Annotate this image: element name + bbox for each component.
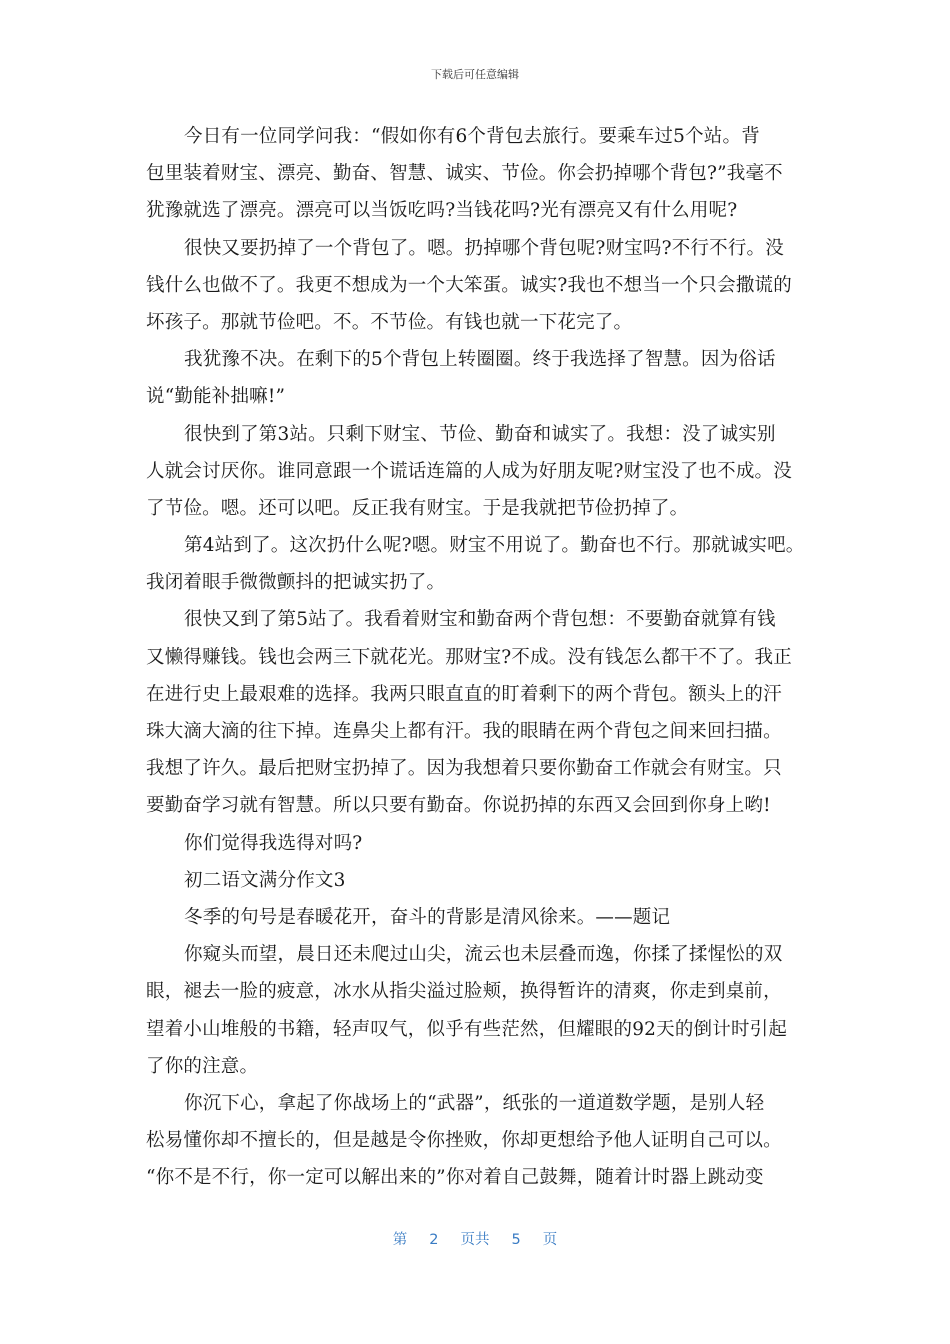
footer-middle: 页共 [460,1232,490,1248]
text-line: 你们觉得我选得对吗? [184,832,363,854]
footer-total-pages: 5 [511,1232,521,1248]
text-line: 你沉下心，拿起了你战场上的“武器”，纸张的一道道数学题，是别人轻 [184,1092,765,1114]
footer-suffix: 页 [542,1232,558,1248]
text-line: 初二语文满分作文3 [184,869,346,891]
text-line: 我闭着眼手微微颤抖的把诚实扔了。 [146,572,446,594]
text-line: 坏孩子。那就节俭吧。不。不节俭。有钱也就一下花完了。 [146,311,633,333]
text-line: 在进行史上最艰难的选择。我两只眼直直的盯着剩下的两个背包。额头上的汗 [146,683,782,705]
text-line: 我想了许久。最后把财宝扔掉了。因为我想着只要你勤奋工作就会有财宝。只 [146,758,782,780]
text-line: 人就会讨厌你。谁同意跟一个谎话连篇的人成为好朋友呢?财宝没了也不成。没 [146,460,792,482]
page-footer [0,1228,950,1249]
footer-page-number: 2 [429,1232,439,1248]
text-line: 包里装着财宝、漂亮、勤奋、智慧、诚实、节俭。你会扔掉哪个背包?”我毫不 [146,163,783,185]
text-line: 珠大滴大滴的往下掉。连鼻尖上都有汗。我的眼睛在两个背包之间来回扫描。 [146,721,782,742]
text-line: 眼，褪去一脸的疲意，冰水从指尖溢过脸颊，换得暂许的清爽，你走到桌前， [146,981,782,1003]
text-line: 又懒得赚钱。钱也会两三下就花光。那财宝?不成。没有钱怎么都干不了。我正 [146,646,792,668]
text-line: 钱什么也做不了。我更不想成为一个大笨蛋。诚实?我也不想当一个只会撒谎的 [146,274,792,296]
text-line: “你不是不行，你一定可以解出来的”你对着自己鼓舞，随着计时器上跳动变 [146,1167,764,1189]
text-line: 了节俭。嗯。还可以吧。反正我有财宝。于是我就把节俭扔掉了。 [146,497,689,519]
document-body [146,118,821,1196]
text-line: 今日有一位同学问我：“假如你有6个背包去旅行。要乘车过5个站。背 [184,126,760,147]
text-line: 说“勤能补拙嘛!” [146,386,286,408]
text-line: 松易懂你却不擅长的，但是越是令你挫败，你却更想给予他人证明自己可以。 [146,1130,782,1152]
text-line: 望着小山堆般的书籍，轻声叹气，似乎有些茫然，但耀眼的92天的倒计时引起 [146,1018,788,1040]
text-line: 很快又要扔掉了一个背包了。嗯。扔掉哪个背包呢?财宝吗?不行不行。没 [184,237,784,259]
text-line: 了你的注意。 [146,1055,259,1077]
page-header: 下载后可任意编辑 [431,68,519,81]
text-line: 冬季的句号是春暖花开，奋斗的背影是清风徐来。——题记 [184,906,671,928]
text-line: 第4站到了。这次扔什么呢?嗯。财宝不用说了。勤奋也不行。那就诚实吧。 [184,535,805,557]
text-line: 很快又到了第5站了。我看着财宝和勤奋两个背包想：不要勤奋就算有钱 [184,609,776,631]
text-line: 我犹豫不决。在剩下的5个背包上转圈圈。终于我选择了智慧。因为俗话 [184,349,776,371]
text-line: 很快到了第3站。只剩下财宝、节俭、勤奋和诚实了。我想：没了诚实别 [184,423,776,445]
text-line: 犹豫就选了漂亮。漂亮可以当饭吃吗?当钱花吗?光有漂亮又有什么用呢? [146,200,738,222]
footer-prefix: 第 [392,1232,408,1248]
text-line: 要勤奋学习就有智慧。所以只要有勤奋。你说扔掉的东西又会回到你身上哟! [146,795,771,817]
text-line: 你窥头而望，晨日还未爬过山尖，流云也未层叠而逸，你揉了揉惺忪的双 [184,944,783,966]
